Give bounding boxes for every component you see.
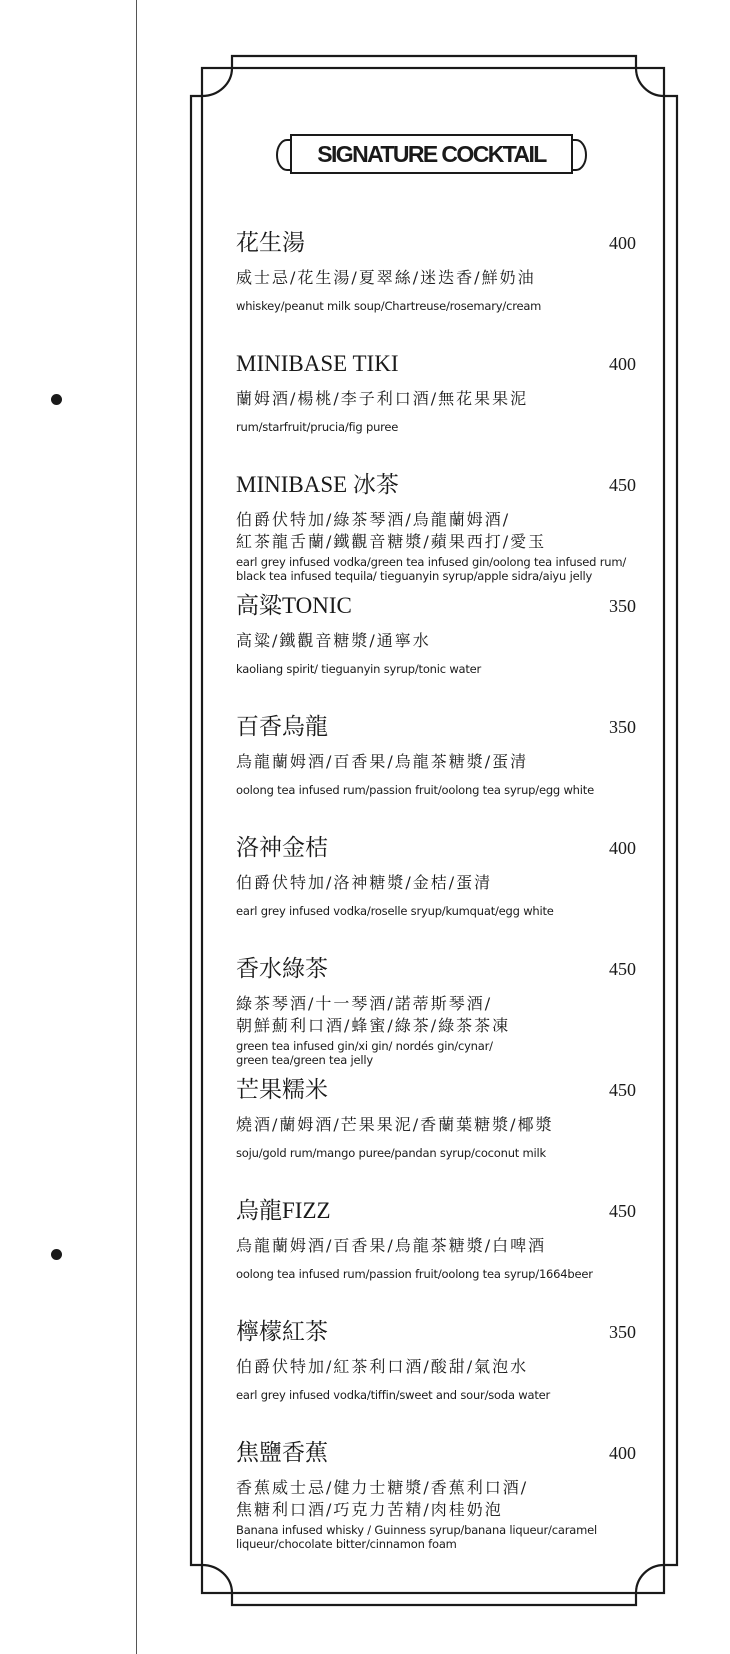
item-ingredients-zh-line2: 焦糖利口酒/巧克力苦精/肉桂奶泡 — [236, 1500, 503, 1519]
item-name: 百香烏龍 — [236, 714, 328, 739]
item-price: 400 — [609, 233, 636, 253]
menu-section-header — [275, 134, 590, 176]
item-name: 花生湯 — [236, 230, 305, 255]
item-name: 香水綠茶 — [236, 956, 328, 981]
item-price: 450 — [609, 1201, 636, 1221]
item-ingredients-en-line2: black tea infused tequila/ tieguanyin syrup/apple sidra/aiyu jelly — [236, 569, 593, 583]
title-box — [290, 134, 573, 174]
item-ingredients-en-line2: liqueur/chocolate bitter/cinnamon foam — [236, 1537, 457, 1551]
item-name: 洛神金桔 — [236, 835, 328, 860]
item-ingredients-en: rum/starfruit/prucia/fig puree — [236, 420, 399, 434]
item-ingredients-en: earl grey infused vodka/tiffin/sweet and sour/soda water — [236, 1388, 551, 1402]
item-price: 450 — [609, 959, 636, 979]
item-name: 檸檬紅茶 — [236, 1319, 328, 1344]
item-ingredients-zh: 高粱/鐵觀音糖漿/通寧水 — [236, 631, 431, 650]
item-ingredients-zh-line2: 紅茶龍舌蘭/鐵觀音糖漿/蘋果西打/愛玉 — [236, 532, 547, 551]
item-price: 450 — [609, 1080, 636, 1100]
item-ingredients-zh: 烏龍蘭姆酒/百香果/烏龍茶糖漿/白啤酒 — [236, 1236, 547, 1255]
menu-title: SIGNATURE COCKTAIL — [317, 140, 546, 167]
item-ingredients-en: earl grey infused vodka/green tea infused gin/oolong tea infused rum/ — [236, 555, 627, 569]
item-name: MINIBASE 冰茶 — [236, 472, 399, 497]
item-ingredients-en-line2: green tea/green tea jelly — [236, 1053, 373, 1067]
item-ingredients-en: oolong tea infused rum/passion fruit/oolong tea syrup/1664beer — [236, 1267, 593, 1281]
item-ingredients-en: whiskey/peanut milk soup/Chartreuse/rosemary/cream — [236, 299, 542, 313]
item-price: 350 — [609, 596, 636, 616]
item-price: 400 — [609, 1443, 636, 1463]
item-ingredients-zh: 伯爵伏特加/洛神糖漿/金桔/蛋清 — [236, 873, 493, 892]
item-ingredients-zh: 伯爵伏特加/綠茶琴酒/烏龍蘭姆酒/ — [236, 510, 511, 529]
item-ingredients-zh: 綠茶琴酒/十一琴酒/諾蒂斯琴酒/ — [236, 994, 493, 1013]
item-ingredients-zh-line2: 朝鮮薊利口酒/蜂蜜/綠茶/綠茶茶凍 — [236, 1016, 511, 1035]
item-ingredients-en: kaoliang spirit/ tieguanyin syrup/tonic water — [236, 662, 482, 676]
item-price: 350 — [609, 717, 636, 737]
item-name: 焦鹽香蕉 — [236, 1440, 328, 1465]
item-ingredients-en: oolong tea infused rum/passion fruit/oolong tea syrup/egg white — [236, 783, 594, 797]
item-price: 350 — [609, 1322, 636, 1342]
item-ingredients-en: green tea infused gin/xi gin/ nordés gin/cynar/ — [236, 1039, 493, 1053]
item-name: MINIBASE TIKI — [236, 351, 399, 376]
item-ingredients-zh: 伯爵伏特加/紅茶利口酒/酸甜/氣泡水 — [236, 1357, 529, 1376]
item-ingredients-zh: 威士忌/花生湯/夏翠絲/迷迭香/鮮奶油 — [236, 268, 536, 287]
item-price: 400 — [609, 838, 636, 858]
item-price: 400 — [609, 354, 636, 374]
item-name: 高粱TONIC — [236, 593, 352, 618]
item-ingredients-zh: 香蕉威士忌/健力士糖漿/香蕉利口酒/ — [236, 1478, 529, 1497]
item-ingredients-zh: 蘭姆酒/楊桃/李子利口酒/無花果果泥 — [236, 389, 529, 408]
item-ingredients-zh: 烏龍蘭姆酒/百香果/烏龍茶糖漿/蛋清 — [236, 752, 529, 771]
item-ingredients-en: Banana infused whisky / Guinness syrup/banana liqueur/caramel — [236, 1523, 597, 1537]
item-price: 450 — [609, 475, 636, 495]
item-name: 烏龍FIZZ — [236, 1198, 331, 1223]
item-ingredients-en: earl grey infused vodka/roselle sryup/kumquat/egg white — [236, 904, 554, 918]
item-ingredients-en: soju/gold rum/mango puree/pandan syrup/coconut milk — [236, 1146, 547, 1160]
item-ingredients-zh: 燒酒/蘭姆酒/芒果果泥/香蘭葉糖漿/椰漿 — [236, 1115, 554, 1134]
item-name: 芒果糯米 — [236, 1077, 328, 1102]
